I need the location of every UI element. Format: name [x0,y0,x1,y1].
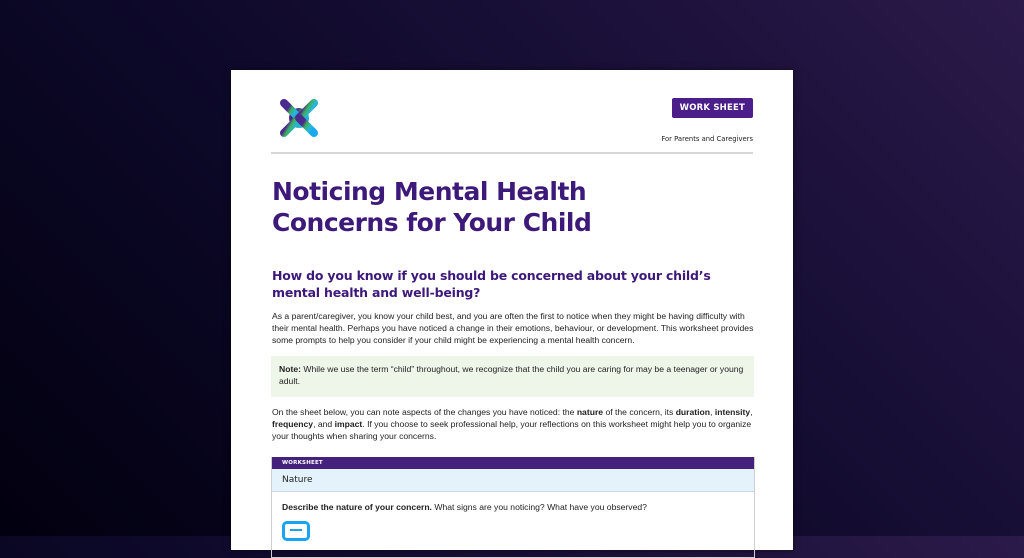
worksheet-badge: WORK SHEET [672,98,753,118]
instr-text: On the sheet below, you can note aspects of the changes you have noticed: the [272,407,577,417]
worksheet-document [231,70,793,550]
worksheet-header: WORKSHEET [272,457,754,469]
instr-nature: nature [576,407,604,417]
flower-asterisk-logo-icon [272,91,326,145]
instr-duration: duration [675,407,711,417]
page-title: Noticing Mental Health Concerns for Your Child [272,177,592,237]
worksheet-prompt [272,492,754,512]
note-box [271,356,754,397]
instr-impact: impact [334,419,363,430]
prompt-text: What signs are you noticing? What have you observed? [431,502,647,512]
prompt-bold: Describe the nature of your concern. [282,502,432,512]
instr-text: , and [313,419,335,430]
instr-text: of the concern, its [603,407,676,417]
header-divider [271,152,753,154]
worksheet-table [271,457,755,558]
section-subtitle: How do you know if you should be concerned about your child’s mental health and well-being? [272,268,711,300]
instr-text: , [710,407,715,417]
note-text: While we use the term “child” throughout, we recognize that the child you are caring for may be a teenager or young adult. [279,364,744,386]
intro-paragraph: As a parent/caregiver, you know your child best, and you are often the first to notice when they might be having difficulty with their mental health. Perhaps you have noticed a change in their emotions, behaviour, or development. This worksheet provides some prompts to help you consider if your child might be experiencing a mental health concern. [272,311,754,346]
instr-frequency: frequency [272,419,314,430]
instr-text: . If you choose to seek professional help, your reflections on this worksheet might help you to organize your thoughts when sharing your concerns. [272,419,752,442]
note-label: Note: [279,364,301,374]
instr-intensity: intensity [714,407,751,417]
instr-text: , [750,407,753,417]
audience-label: For Parents and Caregivers [661,135,753,143]
notes-icon [282,521,310,541]
worksheet-section-nature: Nature [272,469,754,492]
instructions-paragraph [272,406,754,443]
